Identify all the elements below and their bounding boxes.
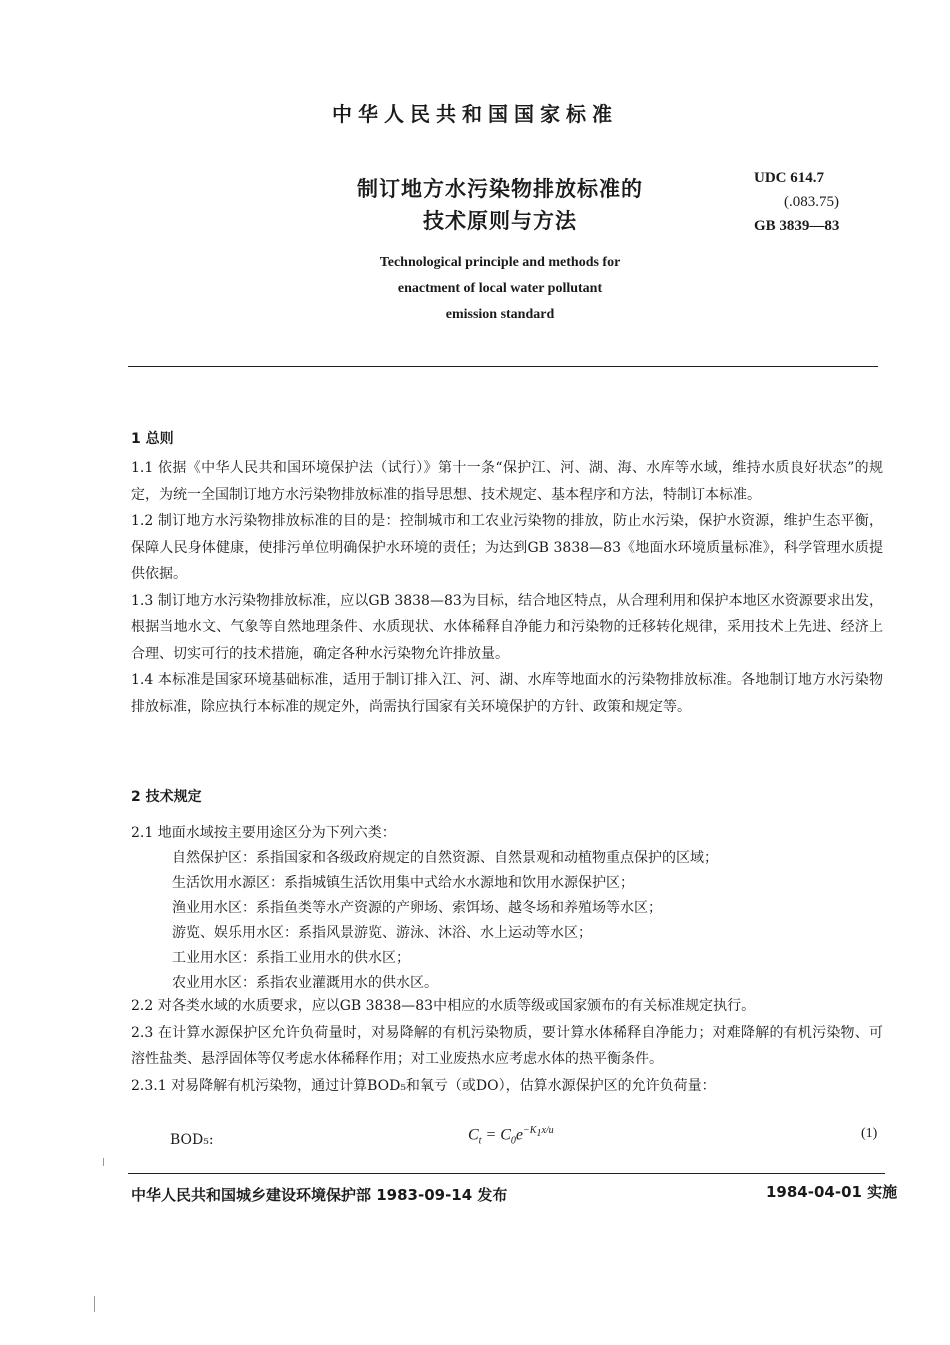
category-item: 农业用水区：系指农业灌溉用水的供水区。 [172, 975, 438, 991]
udc-subcode: (.083.75) [784, 194, 839, 210]
clause-2-3: 2.3 在计算水源保护区允许负荷量时，对易降解的有机污染物质，要计算水体稀释自净能力；对难降解的有机污染物、可溶性盐类、悬浮固体等仅考虑水体稀释作用；对工业废热水应考虑水体的热平衡条件。 [131, 1024, 883, 1067]
section-2-body [131, 993, 883, 1099]
section-2-title: 2 技术规定 [131, 789, 202, 805]
category-item: 渔业用水区：系指鱼类等水产资源的产卵场、索饵场、越冬场和养殖场等水区； [172, 900, 662, 916]
margin-mark [94, 1296, 95, 1312]
gb-code: GB 3839—83 [754, 218, 840, 234]
category-item: 工业用水区：系指工业用水的供水区； [172, 950, 410, 966]
english-title-line-3: emission standard [445, 307, 555, 322]
effective-date: 1984-04-01 实施 [766, 1183, 898, 1201]
clause-1-4: 1.4 本标准是国家环境基础标准，适用于制订排入江、河、湖、水库等地面水的污染物排放标准。各地制订地方水污染物排放标准，除应执行本标准的规定外，尚需执行国家有关环境保护的方针、政策和规定等。 [131, 672, 883, 715]
section-1-title: 1 总则 [131, 431, 174, 447]
clause-1-1: 1.1 依据《中华人民共和国环境保护法（试行）》第十一条“保护江、河、湖、海、水库等水域，维持水质良好状态”的规定，为统一全国制订地方水污染物排放标准的指导思想、技术规定、基本程序和方法，特制订本标准。 [131, 460, 883, 503]
category-item: 生活饮用水源区：系指城镇生活饮用集中式给水水源地和饮用水源保护区； [172, 875, 634, 891]
formula-label: BOD₅: [170, 1132, 214, 1148]
clause-2-1: 2.1 地面水域按主要用途区分为下列六类： [131, 825, 396, 841]
clause-1-2: 1.2 制订地方水污染物排放标准的目的是：控制城市和工农业污染物的排放，防止水污染，保护水资源，维护生态平衡，保障人民身体健康，使排污单位明确保护水环境的责任；为达到GB 3838—83《地面水环境质量标准》，科学管理水质提供依据。 [131, 513, 883, 582]
national-standard-header: 中华人民共和国国家标准 [332, 102, 618, 126]
footer-divider [128, 1173, 885, 1174]
margin-mark [103, 1158, 104, 1166]
formula-number: (1) [861, 1126, 878, 1141]
chinese-title-line-2: 技术原则与方法 [423, 209, 577, 233]
english-title-line-1: Technological principle and methods for [379, 255, 621, 270]
udc-code: UDC 614.7 [754, 170, 824, 186]
clause-2-2: 2.2 对各类水域的水质要求，应以GB 3838—83中相应的水质等级或国家颁布的有关标准规定执行。 [131, 998, 756, 1014]
category-item: 游览、娱乐用水区：系指风景游览、游泳、沐浴、水上运动等水区； [172, 925, 592, 941]
category-item: 自然保护区：系指国家和各级政府规定的自然资源、自然景观和动植物重点保护的区域； [172, 850, 718, 866]
english-title-line-2: enactment of local water pollutant [397, 281, 603, 296]
clause-2-3-1: 2.3.1 对易降解有机污染物，通过计算BOD₅和氧亏（或DO），估算水源保护区的允许负荷量： [131, 1077, 716, 1094]
clause-1-3: 1.3 制订地方水污染物排放标准，应以GB 3838—83为目标，结合地区特点，从合理利用和保护本地区水资源要求出发，根据当地水文、气象等自然地理条件、水质现状、水体稀释自净能力和污染物的迁移转化规律，采用技术上先进、经济上合理、切实可行的技术措施，确定各种水污染物允许排放量。 [131, 592, 883, 662]
issuer-line: 中华人民共和国城乡建设环境保护部 1983-09-14 发布 [131, 1186, 508, 1204]
bod-decay-formula: $C_t = C_0e^{-K_1x/u}$ [468, 1125, 554, 1147]
section-1-body [131, 455, 883, 720]
chinese-title-line-1: 制订地方水污染物排放标准的 [357, 177, 643, 201]
header-divider [128, 366, 878, 367]
